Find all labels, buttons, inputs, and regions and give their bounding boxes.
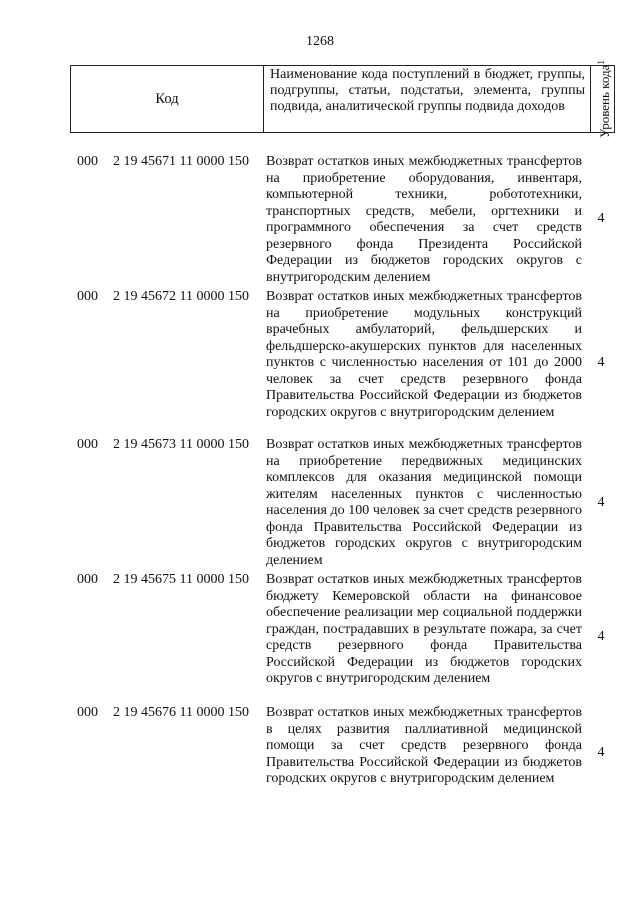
table-header xyxy=(70,60,615,138)
row-name: Возврат остатков иных межбюджетных трансфертов на приобретение модульных конструкций врачебных амбулаторий, фельдшерских и фельдшерско-акушерских пунктов для населенных пунктов с численностью населения от 101 до 2000 человек за счет средств резервного фонда Правительства Российской Федерации из бюджетов городских округов с внутригородским делением xyxy=(266,289,582,420)
row-admin-code: 000 xyxy=(77,705,98,720)
row-income-code: 2 19 45676 11 0000 150 xyxy=(113,705,249,720)
header-name-label: Наименование кода поступлений в бюджет, группы, подгруппы, статьи, подстатьи, элемента, группы подвида, аналитической группы подвида доходов xyxy=(270,67,585,115)
header-code-label: Код xyxy=(71,66,264,132)
header-level-footnote: 1 xyxy=(595,60,606,65)
row-name: Возврат остатков иных межбюджетных трансфертов в целях развития паллиативной медицинской помощи за счет средств резервного фонда Правительства Российской Федерации из бюджетов городских округов с внутригородским делением xyxy=(266,705,582,786)
row-level: 4 xyxy=(597,211,605,226)
row-income-code: 2 19 45675 11 0000 150 xyxy=(113,572,249,587)
row-level: 4 xyxy=(597,745,605,760)
row-level: 4 xyxy=(597,629,605,644)
row-level: 4 xyxy=(597,355,605,370)
row-income-code: 2 19 45671 11 0000 150 xyxy=(113,154,249,169)
row-admin-code: 000 xyxy=(77,289,98,304)
row-level: 4 xyxy=(597,495,605,510)
header-level-text: Уровень кода xyxy=(597,64,613,138)
header-level-cell xyxy=(590,60,615,138)
row-income-code: 2 19 45673 11 0000 150 xyxy=(113,437,249,452)
row-admin-code: 000 xyxy=(77,437,98,452)
row-admin-code: 000 xyxy=(77,572,98,587)
row-admin-code: 000 xyxy=(77,154,98,169)
row-name: Возврат остатков иных межбюджетных трансфертов на приобретение оборудования, инвентаря, компьютерной техники, робототехники, транспортных средств, мебели, оргтехники и программного обеспечения за счет средств резервного фонда Президента Российской Федерации из бюджетов городских округов с внутригородским делением xyxy=(266,154,582,285)
row-name: Возврат остатков иных межбюджетных трансфертов на приобретение передвижных медицинских комплексов для оказания медицинской помощи жителям населенных пунктов с численностью населения до 100 человек за счет средств резервного фонда Правительства Российской Федерации из бюджетов городских округов с внутригородским делением xyxy=(266,437,582,568)
row-income-code: 2 19 45672 11 0000 150 xyxy=(113,289,249,304)
header-level-label xyxy=(595,60,611,138)
page-number: 1268 xyxy=(306,34,334,49)
row-name: Возврат остатков иных межбюджетных трансфертов бюджету Кемеровской области на финансовое обеспечение реализации мер социальной поддержки граждан, пострадавших в результате пожара, за счет средств резервного фонда Правительства Российской Федерации из бюджетов городских округов с внутригородским делением xyxy=(266,572,582,686)
